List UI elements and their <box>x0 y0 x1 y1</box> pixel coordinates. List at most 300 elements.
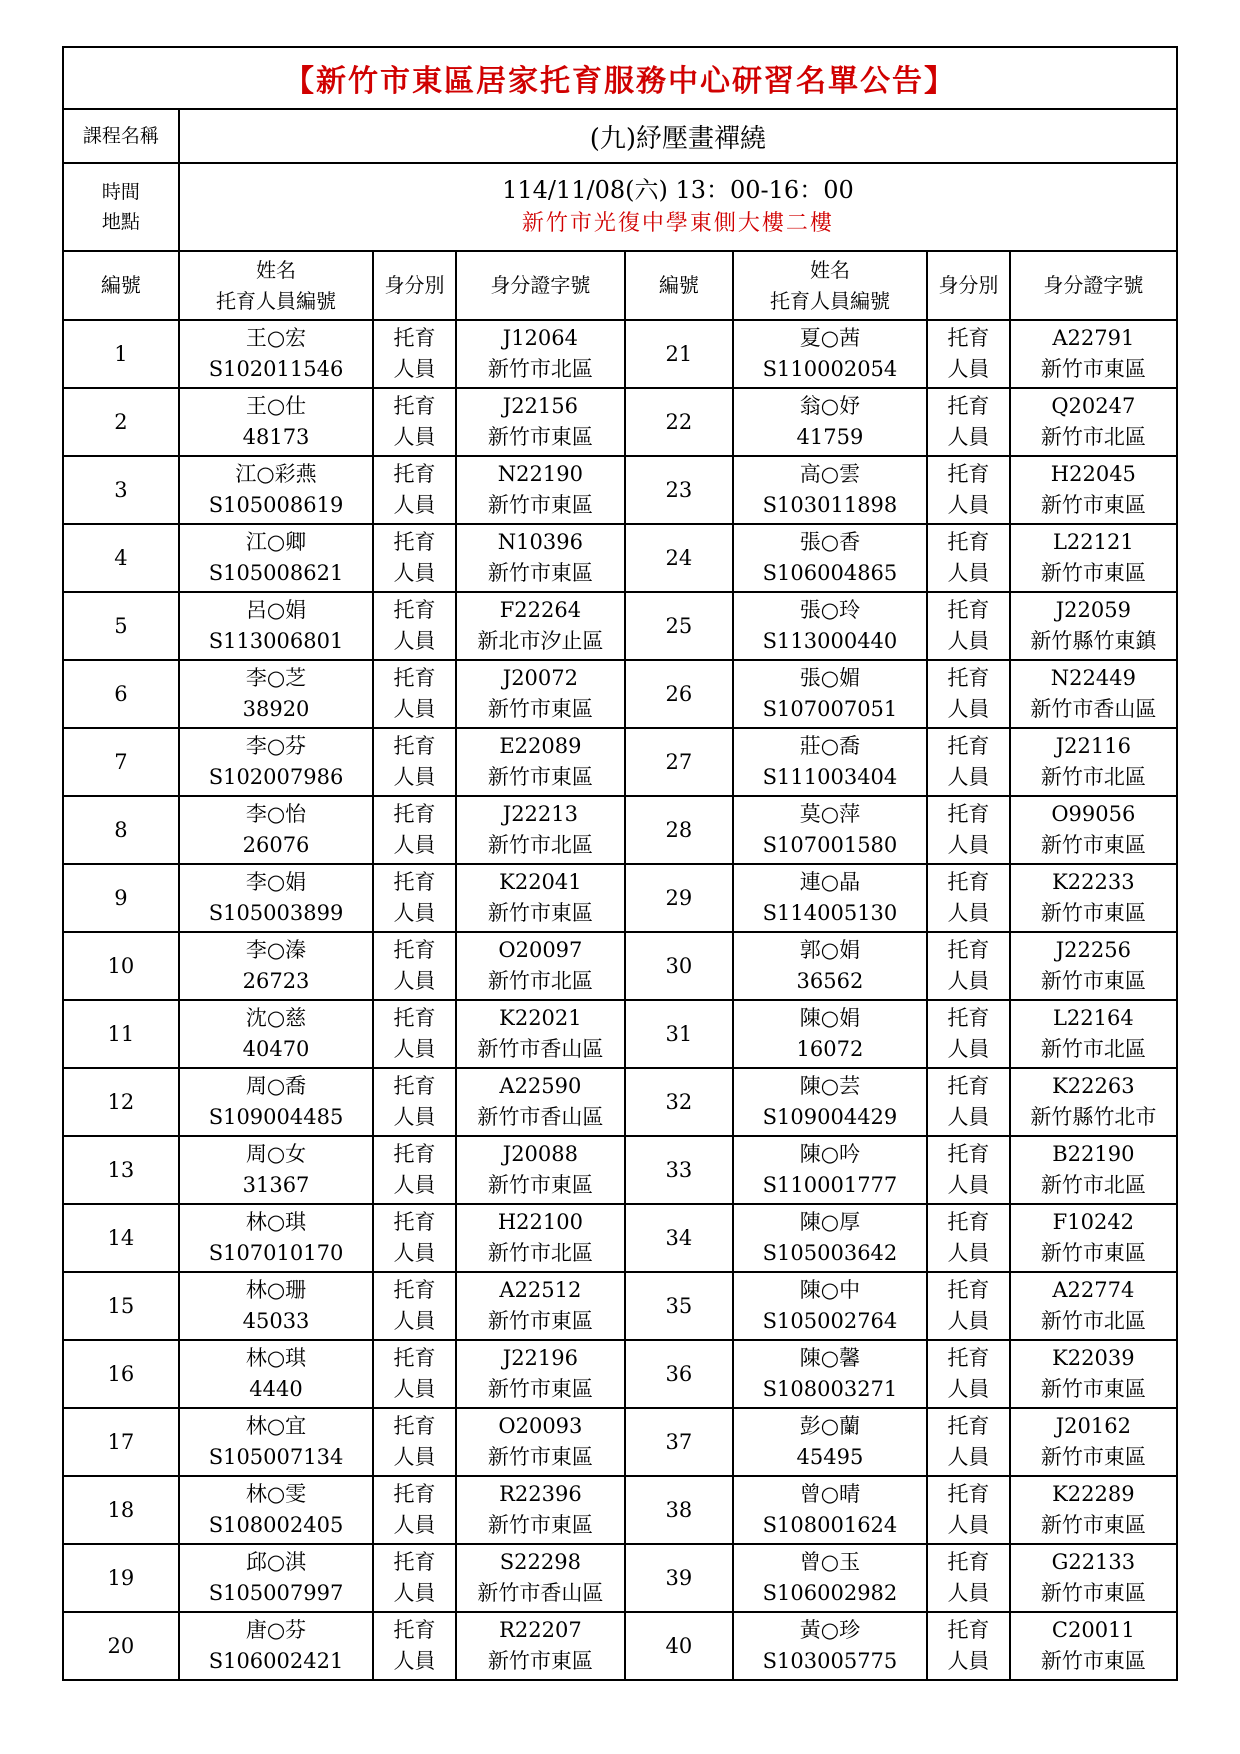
entry-district: 新竹市北區 <box>1040 765 1146 789</box>
table-row <box>63 796 1177 864</box>
entry-number: 31 <box>625 1000 733 1068</box>
place-label: 地點 <box>101 211 140 233</box>
entry-name-cell <box>179 1136 373 1204</box>
entry-name: 唐○芬 <box>245 1618 307 1642</box>
entry-identity-cell <box>373 728 456 796</box>
entry-caregiver-code: S105007134 <box>208 1445 344 1469</box>
entry-identity-line2: 人員 <box>947 561 990 585</box>
entry-caregiver-code: 36562 <box>796 969 864 993</box>
table-row <box>63 1476 1177 1544</box>
entry-id-number: H22100 <box>497 1210 583 1234</box>
entry-identity-cell <box>927 932 1010 1000</box>
entry-number: 27 <box>625 728 733 796</box>
entry-caregiver-code: S113000440 <box>762 629 898 653</box>
entry-number: 9 <box>63 864 179 932</box>
entry-caregiver-code: 48173 <box>242 425 310 449</box>
entry-id-number: J20088 <box>502 1142 579 1166</box>
entry-district: 新竹市東區 <box>1040 1649 1146 1673</box>
entry-identity-line2: 人員 <box>947 425 990 449</box>
header-identity-right: 身分別 <box>927 251 1010 320</box>
entry-id-cell <box>1010 1000 1177 1068</box>
entry-name-cell <box>733 456 927 524</box>
entry-id-cell <box>456 1612 625 1680</box>
entry-identity-line2: 人員 <box>393 1309 436 1333</box>
entry-number: 6 <box>63 660 179 728</box>
entry-district: 新竹市東區 <box>487 1309 593 1333</box>
entry-identity-line1: 托育 <box>947 598 990 622</box>
entry-identity-line1: 托育 <box>393 1278 436 1302</box>
entry-caregiver-code: S102011546 <box>208 357 344 381</box>
entry-identity-cell <box>927 456 1010 524</box>
entry-number: 13 <box>63 1136 179 1204</box>
entry-number: 5 <box>63 592 179 660</box>
entry-district: 新竹市東區 <box>1040 1581 1146 1605</box>
entry-id-cell <box>1010 388 1177 456</box>
entry-number: 23 <box>625 456 733 524</box>
entry-name: 李○溱 <box>245 938 307 962</box>
entry-caregiver-code: S110001777 <box>762 1173 898 1197</box>
course-label: 課程名稱 <box>63 109 179 163</box>
entry-identity-line1: 托育 <box>947 326 990 350</box>
entry-name: 彭○蘭 <box>799 1414 861 1438</box>
entry-id-cell <box>456 1136 625 1204</box>
entry-id-cell <box>1010 592 1177 660</box>
entry-number: 21 <box>625 320 733 388</box>
entry-identity-cell <box>927 1340 1010 1408</box>
entry-number: 4 <box>63 524 179 592</box>
entry-id-number: R22207 <box>499 1618 582 1642</box>
entry-number: 33 <box>625 1136 733 1204</box>
entry-identity-line2: 人員 <box>947 1377 990 1401</box>
entry-id-cell <box>1010 1544 1177 1612</box>
entry-identity-cell <box>373 1000 456 1068</box>
table-row <box>63 456 1177 524</box>
entry-identity-cell <box>373 1272 456 1340</box>
table-row <box>63 728 1177 796</box>
entry-identity-line2: 人員 <box>947 1309 990 1333</box>
entry-caregiver-code: S105002764 <box>762 1309 898 1333</box>
entry-id-cell <box>456 728 625 796</box>
entry-name: 邱○淇 <box>245 1550 307 1574</box>
entry-district: 新竹市香山區 <box>477 1105 604 1129</box>
entry-identity-cell <box>927 1136 1010 1204</box>
entry-id-number: J22059 <box>1055 598 1131 622</box>
entry-number: 20 <box>63 1612 179 1680</box>
entry-name-cell <box>179 864 373 932</box>
entry-number: 36 <box>625 1340 733 1408</box>
entry-name: 曾○晴 <box>799 1482 861 1506</box>
entry-identity-cell <box>373 796 456 864</box>
entry-identity-line2: 人員 <box>393 1513 436 1537</box>
entry-number: 26 <box>625 660 733 728</box>
entry-caregiver-code: S105003642 <box>762 1241 898 1265</box>
entry-identity-line2: 人員 <box>947 357 990 381</box>
entry-name: 周○女 <box>245 1142 307 1166</box>
entry-identity-line1: 托育 <box>393 1210 436 1234</box>
entry-identity-line2: 人員 <box>947 1649 990 1673</box>
entry-district: 新竹市東區 <box>1040 1377 1146 1401</box>
entry-district: 新竹市北區 <box>1040 425 1146 449</box>
entry-number: 25 <box>625 592 733 660</box>
header-identity: 身分別 <box>373 251 456 320</box>
entry-district: 新竹市北區 <box>487 833 593 857</box>
entry-identity-line2: 人員 <box>393 425 436 449</box>
entry-id-cell <box>456 932 625 1000</box>
entry-name: 王○仕 <box>245 394 307 418</box>
entry-identity-line1: 托育 <box>947 870 990 894</box>
entry-name-cell <box>733 1068 927 1136</box>
entry-name: 陳○中 <box>799 1278 861 1302</box>
header-name-line1-right: 姓名 <box>809 257 850 282</box>
entry-identity-line2: 人員 <box>393 561 436 585</box>
table-row <box>63 660 1177 728</box>
table-row <box>63 1612 1177 1680</box>
entry-identity-line2: 人員 <box>393 1445 436 1469</box>
entry-district: 新竹市東區 <box>1040 969 1146 993</box>
header-no: 編號 <box>63 251 179 320</box>
entry-identity-line2: 人員 <box>393 357 436 381</box>
entry-identity-line2: 人員 <box>393 1649 436 1673</box>
entry-number: 35 <box>625 1272 733 1340</box>
entry-name-cell <box>733 1000 927 1068</box>
entry-district: 新竹市東區 <box>1040 357 1146 381</box>
entry-district: 新竹市東區 <box>487 425 593 449</box>
entry-id-cell <box>456 388 625 456</box>
entry-id-number: K22263 <box>1052 1074 1135 1098</box>
entry-identity-line2: 人員 <box>947 1581 990 1605</box>
entry-identity-line1: 托育 <box>947 462 990 486</box>
entry-number: 11 <box>63 1000 179 1068</box>
entry-name: 沈○慈 <box>245 1006 307 1030</box>
entry-id-number: G22133 <box>1051 1550 1136 1574</box>
entry-caregiver-code: S114005130 <box>762 901 898 925</box>
entry-district: 新竹市東區 <box>487 901 593 925</box>
entry-name: 陳○娟 <box>799 1006 861 1030</box>
entry-id-number: H22045 <box>1050 462 1136 486</box>
entry-district: 新竹市香山區 <box>1030 697 1157 721</box>
entry-id-cell <box>1010 660 1177 728</box>
entry-identity-line1: 托育 <box>947 1618 990 1642</box>
entry-name: 李○娟 <box>245 870 307 894</box>
entry-identity-line1: 托育 <box>393 326 436 350</box>
entry-caregiver-code: 40470 <box>242 1037 310 1061</box>
entry-name-cell <box>733 1544 927 1612</box>
entry-name-cell <box>733 932 927 1000</box>
entry-id-cell <box>456 456 625 524</box>
entry-identity-line2: 人員 <box>393 697 436 721</box>
entry-district: 新竹市東區 <box>487 1445 593 1469</box>
entry-name: 郭○娟 <box>799 938 861 962</box>
entry-identity-line1: 托育 <box>947 394 990 418</box>
entry-name-cell <box>733 1136 927 1204</box>
entry-number: 32 <box>625 1068 733 1136</box>
entry-identity-cell <box>373 932 456 1000</box>
entry-identity-cell <box>373 1612 456 1680</box>
entry-district: 新竹市北區 <box>1040 1037 1146 1061</box>
entry-number: 29 <box>625 864 733 932</box>
entry-identity-line2: 人員 <box>947 1445 990 1469</box>
entry-caregiver-code: S102007986 <box>208 765 344 789</box>
entry-identity-line2: 人員 <box>947 833 990 857</box>
entry-district: 新竹市東區 <box>487 1649 593 1673</box>
entry-identity-cell <box>373 1204 456 1272</box>
entry-name: 李○芝 <box>245 666 307 690</box>
entry-identity-line2: 人員 <box>947 493 990 517</box>
course-time: 114/11/08(六) 13：00-16：00 <box>502 176 854 204</box>
entry-name: 夏○茜 <box>799 326 861 350</box>
entry-id-number: J12064 <box>502 326 579 350</box>
entry-name: 林○宜 <box>245 1414 307 1438</box>
entry-identity-line2: 人員 <box>393 493 436 517</box>
entry-name-cell <box>179 932 373 1000</box>
entry-name-cell <box>179 1340 373 1408</box>
entry-name-cell <box>733 1408 927 1476</box>
entry-name-cell <box>179 1612 373 1680</box>
entry-identity-cell <box>373 1068 456 1136</box>
entry-district: 新竹市東區 <box>1040 493 1146 517</box>
entry-identity-cell <box>373 1544 456 1612</box>
entry-id-number: F10242 <box>1052 1210 1135 1234</box>
entry-caregiver-code: 45033 <box>242 1309 310 1333</box>
entry-identity-line1: 托育 <box>393 1414 436 1438</box>
entry-id-cell <box>1010 456 1177 524</box>
entry-id-number: O20097 <box>498 938 583 962</box>
course-name: (九)紓壓畫禪繞 <box>179 109 1177 163</box>
entry-identity-line2: 人員 <box>393 765 436 789</box>
entry-identity-line2: 人員 <box>393 1105 436 1129</box>
entry-identity-line2: 人員 <box>947 1105 990 1129</box>
entry-number: 37 <box>625 1408 733 1476</box>
header-no-right: 編號 <box>625 251 733 320</box>
entry-identity-line1: 托育 <box>947 1550 990 1574</box>
entry-id-number: C20011 <box>1051 1618 1135 1642</box>
entry-id-number: B22190 <box>1052 1142 1135 1166</box>
entry-id-cell <box>456 864 625 932</box>
entry-id-cell <box>456 592 625 660</box>
entry-id-number: N22449 <box>1050 666 1136 690</box>
entry-caregiver-code: S109004485 <box>208 1105 344 1129</box>
entry-identity-cell <box>927 524 1010 592</box>
entry-caregiver-code: 38920 <box>242 697 310 721</box>
entry-name: 陳○吟 <box>799 1142 861 1166</box>
entry-identity-line2: 人員 <box>393 969 436 993</box>
entry-name: 莫○萍 <box>799 802 861 826</box>
entry-caregiver-code: S106002982 <box>762 1581 898 1605</box>
entry-name-cell <box>179 1476 373 1544</box>
entry-caregiver-code: S108003271 <box>762 1377 898 1401</box>
entry-id-cell <box>456 1340 625 1408</box>
entry-id-cell <box>456 1068 625 1136</box>
entry-caregiver-code: S110002054 <box>762 357 898 381</box>
entry-name-cell <box>179 456 373 524</box>
entry-name: 黃○珍 <box>799 1618 861 1642</box>
entry-identity-line1: 托育 <box>393 1550 436 1574</box>
entry-caregiver-code: 16072 <box>796 1037 864 1061</box>
entry-identity-cell <box>927 592 1010 660</box>
entry-caregiver-code: S105008619 <box>208 493 344 517</box>
header-name <box>179 251 373 320</box>
entry-name: 周○喬 <box>245 1074 307 1098</box>
entry-id-cell <box>456 1544 625 1612</box>
entry-id-number: J22213 <box>502 802 579 826</box>
entry-id-number: A22791 <box>1052 326 1135 350</box>
table-row <box>63 864 1177 932</box>
entry-name-cell <box>733 1272 927 1340</box>
entry-identity-cell <box>927 728 1010 796</box>
entry-identity-line2: 人員 <box>393 1581 436 1605</box>
entry-name-cell <box>733 728 927 796</box>
entry-name-cell <box>733 320 927 388</box>
entry-identity-cell <box>373 524 456 592</box>
entry-district: 新竹市東區 <box>487 1513 593 1537</box>
entry-id-cell <box>1010 1612 1177 1680</box>
entry-name: 林○雯 <box>245 1482 307 1506</box>
entry-id-cell <box>456 1408 625 1476</box>
entry-id-cell <box>456 796 625 864</box>
entry-number: 22 <box>625 388 733 456</box>
entry-name: 連○晶 <box>799 870 861 894</box>
entry-identity-cell <box>927 796 1010 864</box>
entry-id-cell <box>456 320 625 388</box>
entry-district: 新竹縣竹東鎮 <box>1030 629 1157 653</box>
table-row <box>63 1000 1177 1068</box>
entry-name-cell <box>179 1408 373 1476</box>
entry-name-cell <box>733 660 927 728</box>
entry-id-cell <box>1010 1340 1177 1408</box>
entry-id-number: E22089 <box>499 734 582 758</box>
entry-caregiver-code: 4440 <box>249 1377 303 1401</box>
entry-identity-cell <box>927 1000 1010 1068</box>
entry-district: 新竹市東區 <box>487 765 593 789</box>
entry-id-cell <box>1010 1068 1177 1136</box>
entry-identity-cell <box>927 388 1010 456</box>
entry-identity-line1: 托育 <box>947 1006 990 1030</box>
entry-identity-line1: 托育 <box>393 1006 436 1030</box>
entry-identity-line2: 人員 <box>947 1037 990 1061</box>
entry-identity-cell <box>373 864 456 932</box>
entry-number: 7 <box>63 728 179 796</box>
entry-id-number: S22298 <box>499 1550 581 1574</box>
entry-id-number: O99056 <box>1051 802 1136 826</box>
entry-name-cell <box>179 1068 373 1136</box>
entry-caregiver-code: S111003404 <box>762 765 898 789</box>
entry-district: 新竹市北區 <box>487 357 593 381</box>
entry-number: 14 <box>63 1204 179 1272</box>
entry-name-cell <box>733 1612 927 1680</box>
entry-identity-cell <box>927 1544 1010 1612</box>
entry-id-cell <box>456 1272 625 1340</box>
entry-name-cell <box>733 388 927 456</box>
entry-name-cell <box>733 1476 927 1544</box>
entry-identity-line1: 托育 <box>947 1142 990 1166</box>
entry-id-cell <box>1010 320 1177 388</box>
entry-district: 新竹市東區 <box>487 697 593 721</box>
entry-identity-cell <box>373 1136 456 1204</box>
time-place-label <box>63 163 179 251</box>
table-row <box>63 1272 1177 1340</box>
entry-district: 新竹市東區 <box>1040 1513 1146 1537</box>
entry-number: 17 <box>63 1408 179 1476</box>
header-name-line2-right: 托育人員編號 <box>769 288 890 313</box>
entry-caregiver-code: 45495 <box>796 1445 864 1469</box>
entry-number: 30 <box>625 932 733 1000</box>
entry-caregiver-code: S108002405 <box>208 1513 344 1537</box>
entry-id-cell <box>456 524 625 592</box>
entry-name: 翁○妤 <box>799 394 861 418</box>
entry-identity-cell <box>927 1612 1010 1680</box>
entry-id-number: L22121 <box>1052 530 1134 554</box>
entry-caregiver-code: S107007051 <box>762 697 898 721</box>
entry-number: 3 <box>63 456 179 524</box>
entry-name-cell <box>733 796 927 864</box>
table-row <box>63 592 1177 660</box>
entry-name-cell <box>733 592 927 660</box>
entry-identity-line2: 人員 <box>947 901 990 925</box>
header-id-no: 身分證字號 <box>456 251 625 320</box>
entry-identity-line1: 托育 <box>393 938 436 962</box>
course-place: 新竹市光復中學東側大樓二樓 <box>521 211 834 236</box>
entry-district: 新竹市北區 <box>487 1241 593 1265</box>
entry-id-cell <box>456 660 625 728</box>
entry-identity-line1: 托育 <box>393 1346 436 1370</box>
entry-caregiver-code: S106004865 <box>762 561 898 585</box>
entry-id-cell <box>1010 1136 1177 1204</box>
document-title: 【新竹市東區居家托育服務中心研習名單公告】 <box>63 47 1177 109</box>
entry-name-cell <box>733 524 927 592</box>
entry-id-number: J20072 <box>502 666 579 690</box>
entry-number: 38 <box>625 1476 733 1544</box>
entry-name: 張○玲 <box>799 598 861 622</box>
entry-identity-line2: 人員 <box>393 1037 436 1061</box>
table-row <box>63 1408 1177 1476</box>
entry-name: 林○琪 <box>245 1346 307 1370</box>
entry-district: 新北市汐止區 <box>477 629 604 653</box>
entry-identity-line1: 托育 <box>393 530 436 554</box>
entry-caregiver-code: S107001580 <box>762 833 898 857</box>
entry-identity-cell <box>373 660 456 728</box>
entry-id-number: N10396 <box>497 530 583 554</box>
entry-identity-line2: 人員 <box>393 833 436 857</box>
entry-identity-line1: 托育 <box>393 1618 436 1642</box>
entry-number: 28 <box>625 796 733 864</box>
entry-district: 新竹縣竹北市 <box>1030 1105 1157 1129</box>
entry-caregiver-code: S105003899 <box>208 901 344 925</box>
entry-name-cell <box>179 592 373 660</box>
header-name-right <box>733 251 927 320</box>
entry-id-number: F22264 <box>499 598 582 622</box>
entry-name-cell <box>179 796 373 864</box>
entry-id-cell <box>1010 1408 1177 1476</box>
entry-identity-line1: 托育 <box>393 734 436 758</box>
entry-identity-line1: 托育 <box>393 802 436 826</box>
entry-caregiver-code: 41759 <box>796 425 864 449</box>
entry-identity-cell <box>927 660 1010 728</box>
entry-name-cell <box>179 1000 373 1068</box>
entry-name: 李○芬 <box>245 734 307 758</box>
entry-id-number: R22396 <box>499 1482 582 1506</box>
entry-number: 19 <box>63 1544 179 1612</box>
table-row <box>63 1068 1177 1136</box>
entry-identity-line1: 托育 <box>393 462 436 486</box>
entry-number: 40 <box>625 1612 733 1680</box>
entry-identity-line2: 人員 <box>947 969 990 993</box>
entry-district: 新竹市東區 <box>487 1377 593 1401</box>
entry-id-number: A22590 <box>499 1074 582 1098</box>
entry-number: 1 <box>63 320 179 388</box>
entry-identity-line1: 托育 <box>393 1482 436 1506</box>
entry-identity-line2: 人員 <box>393 901 436 925</box>
entry-district: 新竹市北區 <box>1040 1309 1146 1333</box>
